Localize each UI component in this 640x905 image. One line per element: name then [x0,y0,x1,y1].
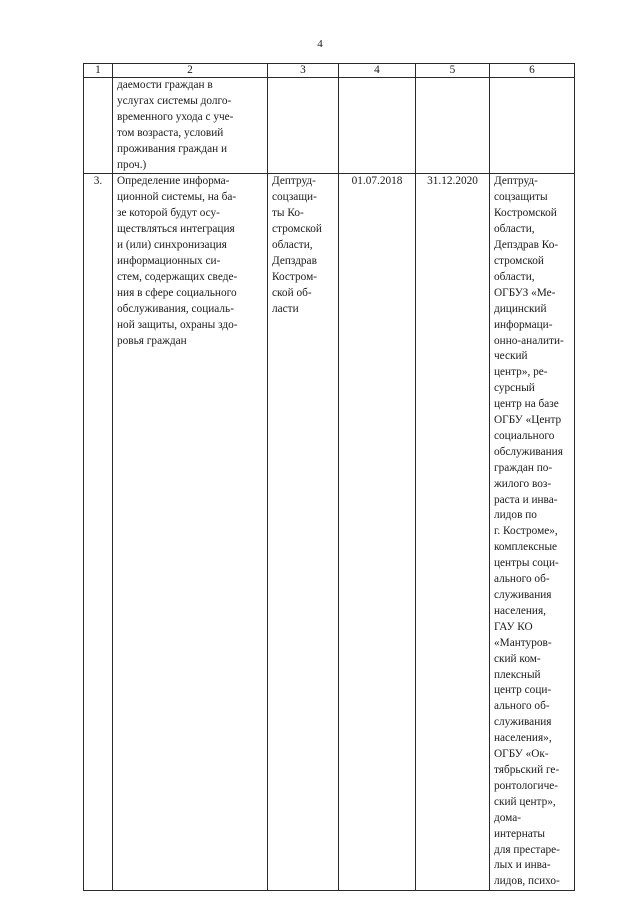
measure-description-cell: даемости граждан в услугах системы долго- временного ухода с уче- том возраста, условий проживания граждан и проч.) [113,78,268,174]
measures-table [83,63,575,891]
start-date-cell: 01.07.2018 [339,174,416,891]
start-date-cell [339,78,416,174]
table-row [84,174,575,891]
column-header: 6 [490,64,575,78]
row-number-cell [84,78,113,174]
measure-description-cell: Определение информа- ционной системы, на ба- зе которой будут осу- ществляться интеграция и (или) синхронизация информационных си- стем, содержащих сведе- ния в сфере социального обслуживания, социаль- ной защиты, охраны здо- ровья граждан [113,174,268,891]
column-header: 2 [113,64,268,78]
column-header: 5 [416,64,490,78]
executor-cell [268,78,339,174]
column-header: 4 [339,64,416,78]
end-date-cell [416,78,490,174]
column-header: 3 [268,64,339,78]
end-date-cell: 31.12.2020 [416,174,490,891]
column-header: 1 [84,64,113,78]
participants-cell [490,78,575,174]
page-number: 4 [317,38,323,50]
participants-cell: Дептруд- соцзащиты Костромской области, Депздрав Ко- стромской области, ОГБУЗ «Ме- дицинский информаци- онно-аналити- ческий центр», ре- сурсный центр на базе ОГБУ «Центр социального обслуживания граждан по- жилого воз- раста и инва- лидов по г. Костроме», комплексные центры соци- ального об- служивания населения, ГАУ КО «Мантуров- ский ком- плексный центр соци- ального об- служивания населения», ОГБУ «Ок- тябрьский ге- ронтологиче- ский центр», дома- интернаты для престаре- лых и инва- лидов, психо- [490,174,575,891]
table-header-row [84,64,575,78]
table-row [84,78,575,174]
executor-cell: Дептруд- соцзащи- ты Ко- стромской области, Депздрав Костром- ской об- ласти [268,174,339,891]
row-number-cell: 3. [84,174,113,891]
